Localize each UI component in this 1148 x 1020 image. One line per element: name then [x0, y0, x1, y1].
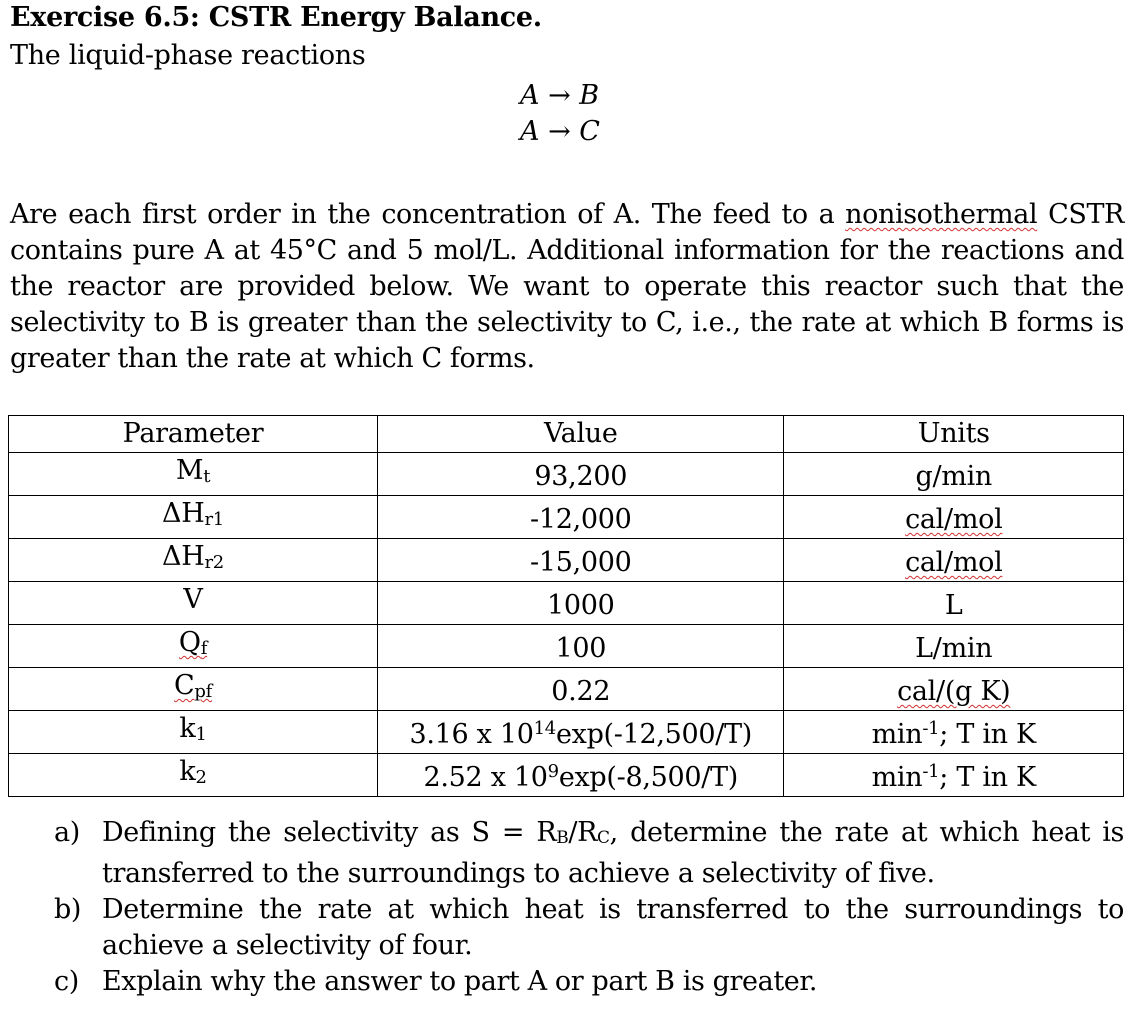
- question-a-mid: /R: [568, 817, 598, 848]
- parameter-base: ΔH: [162, 498, 205, 529]
- value-main: 0.22: [551, 676, 611, 707]
- cell-parameter: [9, 582, 378, 625]
- cell-units: [784, 453, 1124, 496]
- value-rest: exp(-12,500/T): [555, 719, 753, 750]
- exercise-subtitle: The liquid-phase reactions: [10, 40, 366, 71]
- parameter-base: k: [179, 713, 196, 744]
- units-main: cal/mol: [905, 504, 1003, 535]
- parameter-symbol: [174, 670, 212, 701]
- cell-value: [378, 539, 784, 582]
- parameter-symbol: [179, 627, 207, 658]
- question-a-sub-c: C: [597, 828, 610, 848]
- units-main: g/min: [915, 461, 992, 492]
- table-row: [9, 711, 1124, 754]
- cell-units: [784, 582, 1124, 625]
- parameter-symbol: [162, 541, 224, 572]
- cell-value: [378, 496, 784, 539]
- units-exponent: -1: [922, 761, 940, 782]
- parameter-base: Q: [178, 627, 201, 658]
- intro-spellcheck-word: nonisothermal: [845, 199, 1038, 230]
- units-main: cal/mol: [905, 547, 1003, 578]
- question-text: [102, 815, 1124, 892]
- question-b: [54, 892, 1124, 964]
- parameter-symbol: [179, 713, 206, 744]
- table-row: [9, 496, 1124, 539]
- value-exponent: 14: [533, 718, 556, 739]
- question-a-text-before: Defining the selectivity as S = R: [102, 817, 557, 848]
- table-row: [9, 625, 1124, 668]
- cell-parameter: [9, 625, 378, 668]
- units-main: min: [871, 762, 923, 793]
- parameter-subscript: r2: [204, 552, 224, 573]
- parameter-base: ΔH: [162, 541, 205, 572]
- parameter-table: [8, 415, 1124, 797]
- cell-parameter: [9, 496, 378, 539]
- question-a: [54, 815, 1124, 892]
- parameter-base: C: [174, 670, 195, 701]
- units-rest: ; T in K: [939, 762, 1036, 793]
- question-a-text-after: , determine the rate at which heat is transferred to the surroundings to achieve a selectivity of five.: [102, 817, 1124, 889]
- value-main: 2.52 x 10: [423, 762, 548, 793]
- question-text: Determine the rate at which heat is transferred to the surroundings to achieve a selectivity of four.: [102, 894, 1124, 961]
- question-text: Explain why the answer to part A or part B is greater.: [102, 966, 818, 997]
- parameter-base: M: [175, 455, 204, 486]
- reaction-a-to-b: A → B: [520, 80, 600, 111]
- value-main: 3.16 x 10: [409, 719, 534, 750]
- table-body: [9, 453, 1124, 797]
- value-main: 93,200: [534, 461, 628, 492]
- parameter-base: k: [179, 756, 196, 787]
- question-list: [54, 815, 1124, 1000]
- value-main: 100: [555, 633, 607, 664]
- units-main: L: [944, 590, 963, 621]
- parameter-subscript: 1: [195, 724, 207, 745]
- reaction-equations: [520, 78, 600, 150]
- parameter-symbol: [179, 756, 206, 787]
- cell-value: [378, 453, 784, 496]
- parameter-base: V: [183, 584, 203, 615]
- units-exponent: -1: [922, 718, 940, 739]
- table-row: [9, 668, 1124, 711]
- cell-units: [784, 711, 1124, 754]
- header-units: Units: [784, 416, 1124, 453]
- parameter-subscript: r1: [204, 509, 224, 530]
- table-header-row: [9, 416, 1124, 453]
- cell-value: [378, 582, 784, 625]
- cell-parameter: [9, 453, 378, 496]
- value-rest: exp(-8,500/T): [558, 762, 739, 793]
- parameter-subscript: pf: [194, 681, 212, 702]
- cell-parameter: [9, 711, 378, 754]
- value-exponent: 9: [547, 761, 559, 782]
- value-main: -12,000: [530, 504, 632, 535]
- cell-units: [784, 539, 1124, 582]
- units-main: cal/(g K): [897, 676, 1011, 707]
- cell-value: [378, 668, 784, 711]
- cell-parameter: [9, 668, 378, 711]
- value-main: -15,000: [530, 547, 632, 578]
- exercise-title: Exercise 6.5: CSTR Energy Balance.: [10, 2, 542, 33]
- question-mark: a): [54, 817, 80, 848]
- table-row: [9, 453, 1124, 496]
- cell-value: [378, 625, 784, 668]
- parameter-symbol: [176, 455, 210, 486]
- parameter-symbol: [183, 584, 202, 615]
- cell-units: [784, 754, 1124, 797]
- cell-parameter: [9, 754, 378, 797]
- reaction-a-to-c: A → C: [520, 116, 600, 147]
- cell-units: [784, 625, 1124, 668]
- value-main: 1000: [547, 590, 615, 621]
- units-rest: ; T in K: [939, 719, 1036, 750]
- cell-units: [784, 668, 1124, 711]
- question-mark: b): [54, 894, 82, 925]
- cell-value: [378, 711, 784, 754]
- question-mark: c): [54, 966, 79, 997]
- intro-paragraph: [10, 197, 1124, 377]
- units-main: L/min: [915, 633, 993, 664]
- parameter-subscript: 2: [195, 767, 207, 788]
- table-row: [9, 754, 1124, 797]
- parameter-subscript: t: [203, 466, 211, 487]
- table-row: [9, 539, 1124, 582]
- cell-parameter: [9, 539, 378, 582]
- intro-text-before: Are each first order in the concentration of A. The feed to a: [10, 199, 846, 230]
- parameter-symbol: [162, 498, 224, 529]
- parameter-subscript: f: [200, 638, 208, 659]
- cell-units: [784, 496, 1124, 539]
- header-parameter: Parameter: [9, 416, 378, 453]
- question-a-sub-b: B: [556, 828, 569, 848]
- header-value: Value: [378, 416, 784, 453]
- table-row: [9, 582, 1124, 625]
- intro-text-after: CSTR contains pure A at 45°C and 5 mol/L. Additional information for the reactions and the reactor are provided below. We want to operate this reactor such that the selectivity to B is greater than the selectivity to C, i.e., the rate at which B forms is greater than the rate at which C forms.: [10, 199, 1124, 374]
- units-main: min: [871, 719, 923, 750]
- question-c: [54, 964, 1124, 1000]
- cell-value: [378, 754, 784, 797]
